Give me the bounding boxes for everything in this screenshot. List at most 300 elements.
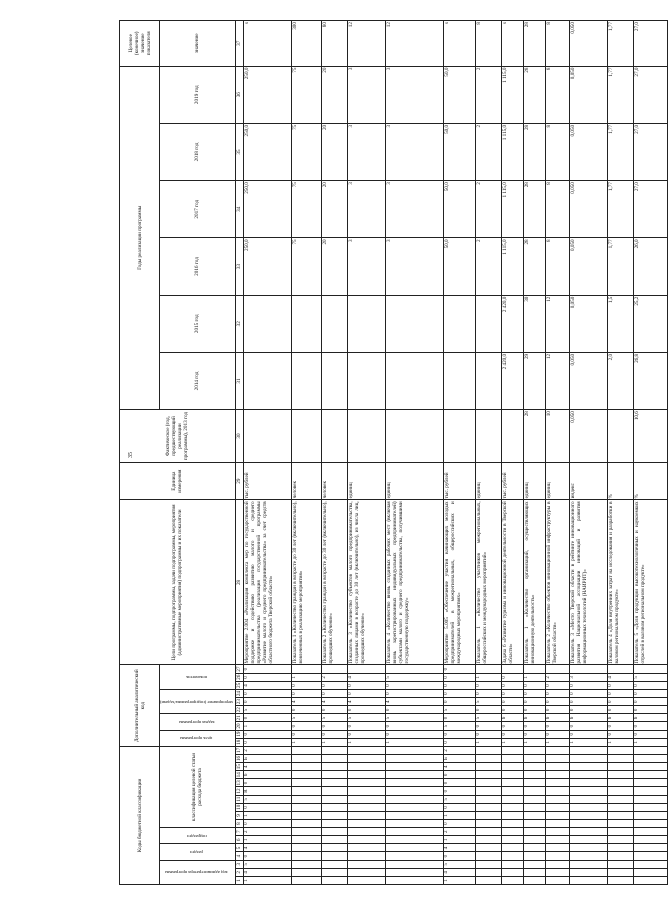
column-number: 25 — [235, 682, 242, 688]
base-value-cell — [607, 410, 633, 463]
code-digit-cell — [321, 763, 347, 771]
admin-code-header: код администратора программы — [165, 870, 228, 876]
code-digit-cell: 4 — [607, 673, 633, 681]
code-digit-cell — [607, 746, 633, 754]
year-value-cell: 27,0 — [633, 123, 667, 180]
year-value-cell — [291, 352, 321, 409]
column-number: 7 — [235, 828, 243, 836]
code-digit-cell: 4 — [243, 763, 291, 771]
code-digit-cell: 5 — [243, 795, 291, 803]
code-digit-cell: 1 — [501, 738, 523, 746]
code-digit-cell — [347, 811, 385, 819]
code-digit-cell: 1 — [443, 811, 475, 819]
code-digit-cell: 0 — [243, 820, 291, 828]
code-digit-cell — [569, 795, 607, 803]
code-digit-cell: 4 — [321, 698, 347, 706]
year-value-cell: 12 — [545, 352, 569, 409]
code-digit-cell: 0 — [545, 690, 569, 698]
code-digit-cell — [501, 820, 523, 828]
year-2017-header: 2017 год — [160, 181, 236, 238]
code-digit-cell — [569, 852, 607, 860]
code-digit-cell — [291, 820, 321, 828]
code-digit-cell — [475, 828, 501, 836]
year-value-cell: 20 — [321, 66, 347, 123]
column-number: 34 — [235, 181, 243, 238]
year-value-cell: 2,0 — [607, 352, 633, 409]
code-digit-cell — [545, 811, 569, 819]
code-digit-cell: 1 — [523, 673, 545, 681]
code-digit-cell — [475, 811, 501, 819]
code-digit-cell — [347, 852, 385, 860]
code-digit-cell — [545, 755, 569, 763]
code-digit-cell — [291, 828, 321, 836]
code-digit-cell: 1 — [243, 811, 291, 819]
code-digit-cell: 0 — [321, 681, 347, 689]
code-digit-cell: 0 — [291, 706, 321, 714]
code-digit-cell — [321, 844, 347, 852]
column-number: 5 — [235, 844, 243, 852]
column-number: 10 — [235, 804, 242, 810]
code-digit-cell: 0 — [569, 706, 607, 714]
code-digit-cell: 2 — [243, 746, 291, 754]
unit-cell: человек — [291, 462, 321, 499]
code-digit-cell — [607, 803, 633, 811]
year-value-cell: 2 — [475, 66, 501, 123]
target-value-cell: 12 — [347, 21, 385, 67]
table-row — [545, 21, 569, 885]
code-digit-cell — [321, 755, 347, 763]
code-digit-cell — [385, 779, 443, 787]
code-digit-cell: 0 — [443, 738, 475, 746]
unit-cell: тыс. рублей — [443, 462, 475, 499]
code-digit-cell: 0 — [291, 690, 321, 698]
year-value-cell: 2 420,0 — [501, 295, 523, 352]
code-digit-cell: 2 — [243, 828, 291, 836]
code-digit-cell — [475, 836, 501, 844]
target-value-cell: 8 — [545, 21, 569, 67]
code-digit-cell: 5 — [475, 698, 501, 706]
code-digit-cell — [385, 665, 443, 673]
code-digit-cell: 0 — [545, 681, 569, 689]
code-digit-cell: 0 — [523, 690, 545, 698]
year-value-cell: 3 — [385, 181, 443, 238]
base-value-cell: 0,050 — [569, 410, 607, 463]
code-digit-cell: 0 — [501, 698, 523, 706]
code-digit-cell: 0 — [633, 681, 667, 689]
code-digit-cell — [321, 820, 347, 828]
code-digit-cell: 0 — [633, 730, 667, 738]
code-digit-cell: 0 — [545, 698, 569, 706]
code-digit-cell: Б — [243, 755, 291, 763]
unit-cell: человек — [321, 462, 347, 499]
base-value-cell — [347, 410, 385, 463]
code-digit-cell — [523, 763, 545, 771]
column-number: 31 — [235, 352, 243, 409]
code-digit-cell — [501, 836, 523, 844]
code-digit-cell: R — [243, 787, 291, 795]
code-digit-cell — [633, 787, 667, 795]
code-digit-cell — [569, 665, 607, 673]
program-table-page — [119, 20, 646, 885]
year-value-cell: 1 115,0 — [501, 66, 523, 123]
code-digit-cell — [385, 836, 443, 844]
base-value-cell — [321, 410, 347, 463]
code-digit-cell — [523, 844, 545, 852]
column-number: 11 — [235, 796, 242, 802]
code-digit-cell — [545, 803, 569, 811]
code-digit-cell: 5 — [243, 860, 291, 868]
code-digit-cell — [569, 860, 607, 868]
code-digit-cell: 1 — [291, 673, 321, 681]
year-value-cell: 1,77 — [607, 123, 633, 180]
base-value-cell — [501, 410, 523, 463]
code-digit-cell: 0 — [607, 690, 633, 698]
section-header: раздел — [190, 850, 203, 855]
code-digit-cell: 0 — [475, 730, 501, 738]
code-digit-cell: 0 — [569, 681, 607, 689]
code-digit-cell — [545, 836, 569, 844]
code-digit-cell — [523, 876, 545, 884]
code-digit-cell — [347, 665, 385, 673]
column-number: 30 — [235, 410, 243, 463]
code-digit-cell: 0 — [569, 722, 607, 730]
code-digit-cell — [569, 763, 607, 771]
code-digit-cell — [523, 665, 545, 673]
code-digit-cell — [523, 828, 545, 836]
code-digit-cell — [607, 779, 633, 787]
year-value-cell: 30 — [523, 295, 545, 352]
code-digit-cell: 1 — [545, 738, 569, 746]
unit-cell: % — [607, 462, 633, 499]
code-digit-cell: Б — [443, 755, 475, 763]
row-name-cell: Показатель 4 «Количество вновь созданных рабочих мест (включая вновь зарегистрированных индивидуальных предпринимателей) субъектами малого и среднего предпринимательства, получившими государственную поддержку» — [385, 500, 443, 665]
column-number: 19 — [235, 731, 242, 737]
column-number: 8 — [235, 820, 243, 828]
target-value-cell: s — [243, 21, 291, 67]
code-digit-cell: 0 — [607, 730, 633, 738]
code-digit-cell — [291, 803, 321, 811]
code-digit-cell — [385, 771, 443, 779]
code-digit-cell: 0 — [523, 681, 545, 689]
code-digit-cell — [607, 844, 633, 852]
code-digit-cell — [321, 860, 347, 868]
page-number: 35 — [128, 452, 134, 458]
code-digit-cell — [385, 844, 443, 852]
year-value-cell — [475, 352, 501, 409]
code-digit-cell — [607, 828, 633, 836]
column-number: 32 — [235, 295, 243, 352]
target-value-cell: 12 — [385, 21, 443, 67]
code-digit-cell — [569, 779, 607, 787]
code-digit-cell — [347, 820, 385, 828]
row-name-cell: Показатель 1 «Количество организаций, осуществляющих инновационную деятельность» — [523, 500, 545, 665]
column-number: 3 — [235, 860, 243, 868]
column-number: 28 — [235, 500, 243, 665]
code-digit-cell — [501, 746, 523, 754]
code-digit-cell — [545, 771, 569, 779]
year-value-cell — [321, 352, 347, 409]
code-digit-cell — [475, 787, 501, 795]
year-value-cell: 3 — [347, 181, 385, 238]
code-digit-cell — [633, 876, 667, 884]
code-digit-cell — [321, 876, 347, 884]
code-digit-cell: 0 — [523, 706, 545, 714]
base-value-cell: 10,6 — [633, 410, 667, 463]
column-number: 23 — [235, 699, 242, 705]
code-digit-cell: 1 — [443, 836, 475, 844]
year-value-cell: 8 — [545, 123, 569, 180]
code-digit-cell — [569, 836, 607, 844]
target-value-header: значение — [160, 21, 236, 67]
code-digit-cell: 1 — [291, 738, 321, 746]
column-number: 36 — [235, 66, 243, 123]
code-digit-cell — [347, 755, 385, 763]
code-digit-cell — [347, 860, 385, 868]
year-value-cell: 0,050 — [569, 66, 607, 123]
code-digit-cell: 5 — [291, 714, 321, 722]
column-number: 16 — [235, 755, 242, 762]
code-digit-cell: 1 — [321, 738, 347, 746]
column-number: 4 — [235, 852, 243, 860]
column-number: 17 — [235, 747, 242, 753]
code-digit-cell — [633, 803, 667, 811]
code-digit-cell — [569, 787, 607, 795]
code-digit-cell: 0 — [347, 690, 385, 698]
code-digit-cell — [321, 852, 347, 860]
target-value-cell: 1,77 — [607, 21, 633, 67]
code-digit-cell — [385, 755, 443, 763]
target-header: Целевое (конечное) значение показателя — [120, 21, 160, 67]
code-digit-cell — [385, 852, 443, 860]
code-digit-cell: 0 — [443, 698, 475, 706]
code-digit-cell — [545, 828, 569, 836]
row-name-cell: Показатель 3 «Количество субъектов малого предпринимательства, созданных лицами в возрасте до 30 лет (включительно), из числа лиц, прошедших обучение» — [347, 500, 385, 665]
code-digit-cell: 6 — [633, 714, 667, 722]
addl-code-header: Дополнительный аналитический код — [120, 665, 160, 746]
code-digit-cell — [385, 763, 443, 771]
code-digit-cell: 4 — [443, 844, 475, 852]
code-digit-cell: 0 — [443, 820, 475, 828]
code-digit-cell — [633, 795, 667, 803]
code-digit-cell — [501, 763, 523, 771]
code-digit-cell — [633, 836, 667, 844]
code-digit-cell: 0 — [569, 698, 607, 706]
code-digit-cell: 1 — [243, 876, 291, 884]
code-digit-cell: 4 — [443, 763, 475, 771]
base-value-cell — [243, 410, 291, 463]
code-digit-cell — [321, 836, 347, 844]
code-digit-cell — [607, 876, 633, 884]
row-name-cell: Показатель 3 «Место Тверской области в рейтинге инновационного развития Национальной ассоциации инноваций и развития информационных технологий (НАИРИТ)» — [569, 500, 607, 665]
code-digit-cell: 0 — [291, 681, 321, 689]
code-digit-cell — [545, 844, 569, 852]
code-digit-cell: 0 — [347, 681, 385, 689]
code-digit-cell — [607, 836, 633, 844]
code-digit-cell — [291, 771, 321, 779]
code-digit-cell — [321, 795, 347, 803]
code-digit-cell — [569, 820, 607, 828]
target-article-header: классификация целевой статьи расхода бюджета — [160, 746, 236, 827]
table-row — [569, 21, 607, 885]
code-digit-cell: 0 — [443, 730, 475, 738]
code-digit-cell — [291, 868, 321, 876]
code-digit-cell — [385, 860, 443, 868]
code-digit-cell: 5 — [443, 706, 475, 714]
year-value-cell — [347, 295, 385, 352]
code-digit-cell — [633, 852, 667, 860]
year-value-cell: 8 — [545, 238, 569, 295]
year-value-cell: 3 — [385, 66, 443, 123]
code-digit-cell: 5 — [321, 714, 347, 722]
year-value-cell: 50,0 — [443, 238, 475, 295]
code-digit-cell — [545, 795, 569, 803]
year-value-cell: 3 — [385, 123, 443, 180]
target-value-cell: 300 — [291, 21, 321, 67]
code-digit-cell: 4 — [385, 698, 443, 706]
code-digit-cell: 0 — [443, 714, 475, 722]
code-digit-cell: 0 — [347, 730, 385, 738]
code-digit-cell — [523, 755, 545, 763]
code-digit-cell — [633, 820, 667, 828]
code-digit-cell: 0 — [243, 779, 291, 787]
code-digit-cell: 0 — [501, 681, 523, 689]
year-value-cell: 250,0 — [243, 238, 291, 295]
year-value-cell — [347, 352, 385, 409]
year-value-cell: 250,0 — [243, 181, 291, 238]
code-digit-cell — [523, 868, 545, 876]
code-digit-cell — [501, 860, 523, 868]
target-value-cell: s — [443, 21, 475, 67]
code-digit-cell — [545, 763, 569, 771]
table-row — [321, 21, 347, 885]
code-digit-cell — [545, 820, 569, 828]
year-value-cell: 8 — [545, 66, 569, 123]
year-value-cell: 0,050 — [569, 238, 607, 295]
code-digit-cell: 0 — [475, 681, 501, 689]
code-digit-cell: 5 — [443, 722, 475, 730]
year-value-cell: 0,050 — [569, 295, 607, 352]
code-digit-cell: 0 — [633, 722, 667, 730]
code-digit-cell — [501, 844, 523, 852]
code-digit-cell — [523, 771, 545, 779]
code-digit-cell — [501, 755, 523, 763]
base-value-cell — [443, 410, 475, 463]
code-digit-cell: 6 — [545, 714, 569, 722]
code-digit-cell: 0 — [607, 706, 633, 714]
year-value-cell: 250,0 — [243, 123, 291, 180]
code-digit-cell: 0 — [321, 706, 347, 714]
year-value-cell — [243, 295, 291, 352]
code-digit-cell — [347, 836, 385, 844]
code-digit-cell: 5 — [385, 673, 443, 681]
code-digit-cell: 0 — [545, 730, 569, 738]
year-value-cell: 20 — [321, 181, 347, 238]
column-number: 37 — [235, 21, 243, 67]
year-value-cell: 28 — [523, 66, 545, 123]
code-digit-cell: 4 — [443, 868, 475, 876]
code-digit-cell — [475, 820, 501, 828]
table-row — [501, 21, 523, 885]
code-digit-cell: 2 — [443, 746, 475, 754]
column-number: 2 — [235, 868, 243, 876]
kbk-header: Коды бюджетной классификации — [120, 746, 160, 884]
code-digit-cell — [385, 820, 443, 828]
code-digit-cell — [291, 755, 321, 763]
row-name-cell: Мероприятие 2.004 «Реализация комплекса мер по государственной поддержке и содействию развитию малого и среднего предпринимательства (реализация государственной программы «Развитие малого и среднего предпринимательства» за счет средств областного бюджета Тверской области» — [243, 500, 291, 665]
year-value-cell — [475, 295, 501, 352]
unit-cell: % — [633, 462, 667, 499]
code-digit-cell: 6 — [569, 714, 607, 722]
code-digit-cell — [607, 795, 633, 803]
code-digit-cell: 0 — [443, 673, 475, 681]
code-digit-cell — [475, 746, 501, 754]
column-number: 22 — [235, 707, 242, 713]
column-number: 12 — [235, 788, 242, 794]
code-digit-cell: 0 — [385, 730, 443, 738]
code-digit-cell — [633, 860, 667, 868]
code-digit-cell — [347, 803, 385, 811]
code-digit-cell — [607, 665, 633, 673]
code-digit-cell — [501, 811, 523, 819]
code-digit-cell: 1 — [523, 738, 545, 746]
row-name-cell: Показатель 4 «Доля внутренних затрат на исследования и разработки в валовом региональном продукте» — [607, 500, 633, 665]
code-digit-cell — [501, 868, 523, 876]
code-digit-cell — [607, 771, 633, 779]
code-digit-cell: 0 — [569, 690, 607, 698]
year-2019-header: 2019 год — [160, 66, 236, 123]
code-digit-cell — [475, 860, 501, 868]
code-digit-cell: 0 — [347, 722, 385, 730]
years-header: Годы реализации программы — [120, 66, 160, 410]
code-digit-cell — [523, 787, 545, 795]
code-digit-cell: 0 — [545, 706, 569, 714]
year-value-cell: 28 — [523, 181, 545, 238]
unit-cell: единиц — [523, 462, 545, 499]
code-digit-cell — [569, 803, 607, 811]
code-digit-cell: 0 — [243, 714, 291, 722]
code-digit-cell — [545, 746, 569, 754]
unit-header: Единица измерения — [120, 462, 236, 499]
code-digit-cell: 3 — [569, 673, 607, 681]
code-digit-cell — [385, 795, 443, 803]
code-digit-cell — [523, 795, 545, 803]
column-number: 9 — [235, 811, 243, 819]
base-value-cell: 28 — [523, 410, 545, 463]
row-name-cell: Мероприятие 5.005 «Обеспечение участия начинающих молодых предпринимателей в межрегиональных, общероссийских и международных мероприятиях» — [443, 500, 475, 665]
code-digit-cell — [385, 811, 443, 819]
code-digit-cell: 0 — [443, 779, 475, 787]
code-digit-cell — [569, 755, 607, 763]
code-digit-cell: 0 — [501, 673, 523, 681]
code-digit-cell: 0 — [475, 722, 501, 730]
code-digit-cell — [291, 844, 321, 852]
code-digit-cell — [633, 665, 667, 673]
code-digit-cell: 0 — [545, 722, 569, 730]
base-value-cell — [291, 410, 321, 463]
year-value-cell: 50,0 — [443, 181, 475, 238]
year-2015-header: 2015 год — [160, 295, 236, 352]
code-digit-cell — [291, 763, 321, 771]
code-digit-cell: 2 — [321, 673, 347, 681]
code-digit-cell — [545, 665, 569, 673]
code-digit-cell: 0 — [523, 722, 545, 730]
year-2014-header: 2014 год — [160, 352, 236, 409]
code-digit-cell: 4 — [243, 681, 291, 689]
code-digit-cell — [321, 746, 347, 754]
year-value-cell: 1,5 — [607, 295, 633, 352]
code-digit-cell — [501, 852, 523, 860]
code-digit-cell — [501, 795, 523, 803]
